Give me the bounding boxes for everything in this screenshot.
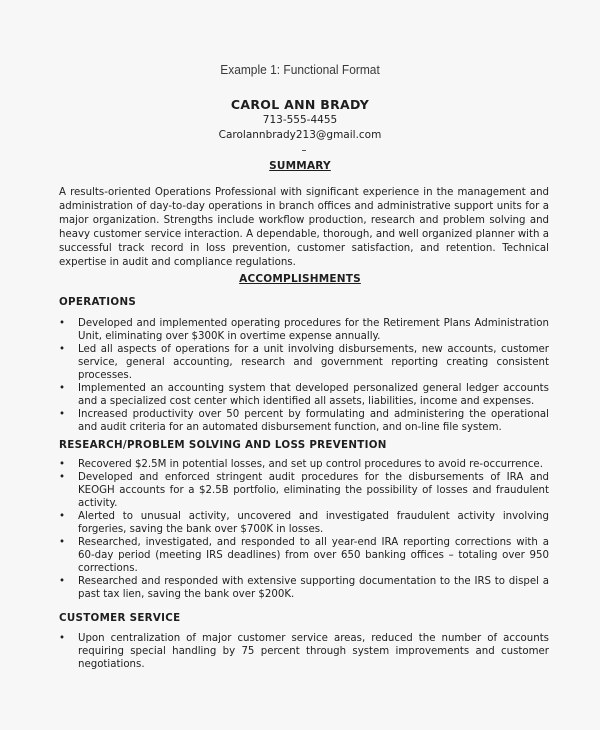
- list-item: • Developed and implemented operating procedures for the Retirement Plans Administration Unit, eliminating over $300K in overtime expense annually.: [59, 318, 549, 342]
- list-item: • Upon centralization of major customer service areas, reduced the number of accounts requiring special handling by 75 percent through system improvements and customer negotiations.: [59, 633, 549, 670]
- research-list: [59, 458, 549, 601]
- list-item: • Alerted to unusual activity, uncovered and investigated fraudulent activity involving forgeries, saving the bank over $700K in losses.: [59, 511, 549, 535]
- phone-number: 713-555-4455: [262, 114, 338, 126]
- list-item: • Increased productivity over 50 percent by formulating and administering the operational and audit criteria for an automated disbursement function, and on-line file system.: [59, 409, 549, 433]
- bullet-icon: •: [59, 383, 66, 394]
- list-item: • Implemented an accounting system that developed personalized general ledger accounts and a specialized cost center which identified all assets, liabilities, income and expenses.: [59, 383, 549, 407]
- bullet-icon: •: [59, 459, 66, 470]
- summary-title: SUMMARY: [269, 160, 331, 172]
- contact-header: [0, 96, 600, 143]
- list-item: • Researched and responded with extensive supporting documentation to the IRS to dispel a past tax lien, saving the bank over $200K.: [59, 576, 549, 600]
- operations-list: [59, 317, 549, 434]
- list-item: • Led all aspects of operations for a unit involving disbursements, new accounts, customer service, general accounting, research and government reporting creating consistent processes.: [59, 344, 549, 381]
- example-title: Example 1: Functional Format: [220, 62, 380, 77]
- section-heading-operations: OPERATIONS: [59, 296, 137, 308]
- bullet-icon: •: [59, 576, 66, 587]
- list-item: • Developed and enforced stringent audit procedures for the disbursements of IRA and KEOGH accounts for a $2.5B portfolio, eliminating the possibility of losses and fraudulent activity.: [59, 472, 549, 509]
- bullet-icon: •: [59, 633, 66, 644]
- bullet-icon: •: [59, 409, 66, 420]
- list-item: • Recovered $2.5M in potential losses, and set up control procedures to avoid re-occurrence.: [59, 459, 543, 470]
- bullet-icon: •: [59, 472, 66, 483]
- email-address: Carolannbrady213@gmail.com: [218, 129, 382, 141]
- bullet-icon: •: [59, 318, 66, 329]
- list-item: • Researched, investigated, and responded to all year-end IRA reporting corrections with a 60-day period (meeting IRS deadlines) from over 650 banking offices – totaling over 950 corrections.: [59, 537, 549, 574]
- accomplishments-title: ACCOMPLISHMENTS: [239, 273, 361, 285]
- section-heading-research: RESEARCH/PROBLEM SOLVING AND LOSS PREVENTION: [59, 439, 387, 451]
- divider-dot: [302, 150, 306, 151]
- bullet-icon: •: [59, 344, 66, 355]
- section-heading-customer-service: CUSTOMER SERVICE: [59, 612, 181, 624]
- bullet-icon: •: [59, 537, 66, 548]
- bullet-icon: •: [59, 511, 66, 522]
- summary-paragraph: A results-oriented Operations Professional with significant experience in the management and administration of day-to-day operations in branch offices and administrative support units for a major organization. Strengths include workflow production, research and problem solving and heavy customer service interaction. A dependable, thorough, and well organized planner with a successful track record in loss prevention, customer satisfaction, and retention. Technical expertise in audit and compliance regulations.: [59, 187, 549, 268]
- candidate-name: CAROL ANN BRADY: [230, 97, 370, 112]
- customer-service-list: [59, 632, 549, 671]
